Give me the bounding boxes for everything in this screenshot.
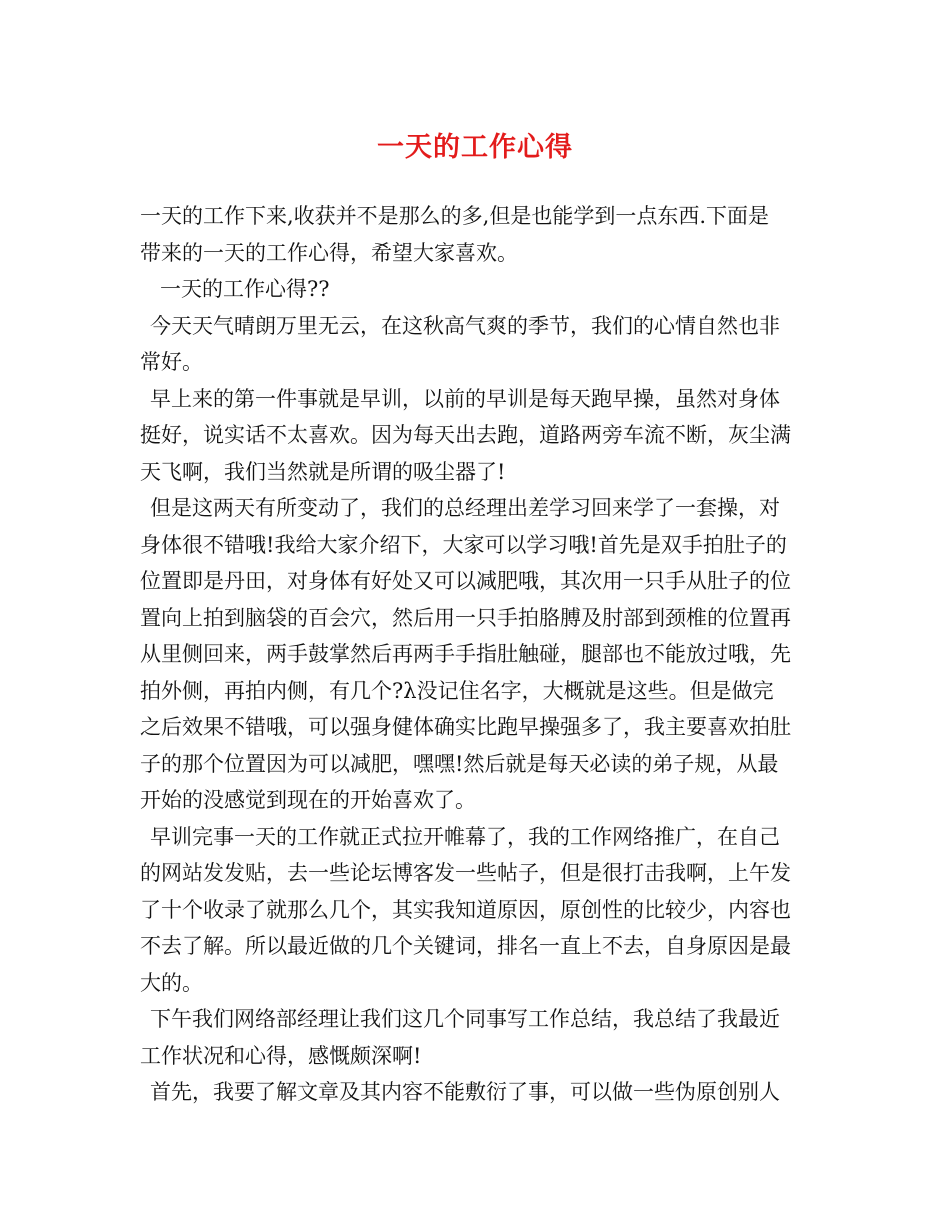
paragraph-line: 不去了解。所以最近做的几个关键词，排名一直上不去，自身原因是最 — [140, 934, 791, 958]
paragraph-line: 子的那个位置因为可以减肥，嘿嘿!然后就是每天必读的弟子规，从最 — [140, 751, 779, 776]
paragraph-line: 带来的一天的工作心得，希望大家喜欢。 — [140, 240, 518, 265]
paragraph-line: 之后效果不错哦，可以强身健体确实比跑早操强多了，我主要喜欢拍肚 — [140, 715, 791, 739]
paragraph-line: 天飞啊，我们当然就是所谓的吸尘器了! — [140, 459, 506, 484]
paragraph-line: 的网站发发贴，去一些论坛博客发一些帖子，但是很打击我啊，上午发 — [140, 861, 791, 885]
paragraph-line: 工作状况和心得，感慨颇深啊! — [140, 1043, 422, 1068]
paragraph-line: 开始的没感觉到现在的开始喜欢了。 — [140, 788, 476, 812]
paragraph-line: 但是这两天有所变动了，我们的总经理出差学习回来学了一套操，对 — [150, 496, 780, 520]
paragraph-line: 今天天气晴朗万里无云，在这秋高气爽的季节，我们的心情自然也非 — [150, 313, 780, 338]
paragraph-line: 常好。 — [140, 350, 203, 374]
paragraph-line: 从里侧回来，两手鼓掌然后再两手手指肚触碰，腿部也不能放过哦，先 — [140, 642, 791, 666]
section-heading: 一天的工作心得?? — [160, 277, 330, 301]
paragraph-line: 大的。 — [140, 970, 203, 995]
paragraph-line: 早上来的第一件事就是早训，以前的早训是每天跑早操，虽然对身体 — [150, 386, 780, 411]
paragraph-line: 早训完事一天的工作就正式拉开帷幕了，我的工作网络推广，在自己 — [150, 824, 780, 849]
paragraph-line: 下午我们网络部经理让我们这几个同事写工作总结，我总结了我最近 — [150, 1007, 780, 1031]
paragraph-line: 一天的工作下来,收获并不是那么的多,但是也能学到一点东西.下面是 — [140, 204, 770, 228]
document-title: 一天的工作心得 — [377, 132, 573, 163]
paragraph-line: 挺好，说实话不太喜欢。因为每天出去跑，道路两旁车流不断，灰尘满 — [140, 423, 791, 447]
document-body — [140, 198, 815, 1111]
paragraph-line: 首先，我要了解文章及其内容不能敷衍了事，可以做一些伪原创别人 — [150, 1080, 780, 1104]
paragraph-line: 了十个收录了就那么几个，其实我知道原因，原创性的比较少，内容也 — [140, 897, 791, 922]
paragraph-line: 身体很不错哦!我给大家介绍下，大家可以学习哦!首先是双手拍肚子的 — [140, 532, 787, 557]
paragraph-line: 置向上拍到脑袋的百会穴，然后用一只手拍胳膊及肘部到颈椎的位置再 — [140, 605, 791, 630]
paragraph-line: 位置即是丹田，对身体有好处又可以减肥哦，其次用一只手从肚子的位 — [140, 569, 791, 593]
paragraph-line: 拍外侧，再拍内侧，有几个?λ没记住名字，大概就是这些。但是做完 — [140, 678, 774, 703]
